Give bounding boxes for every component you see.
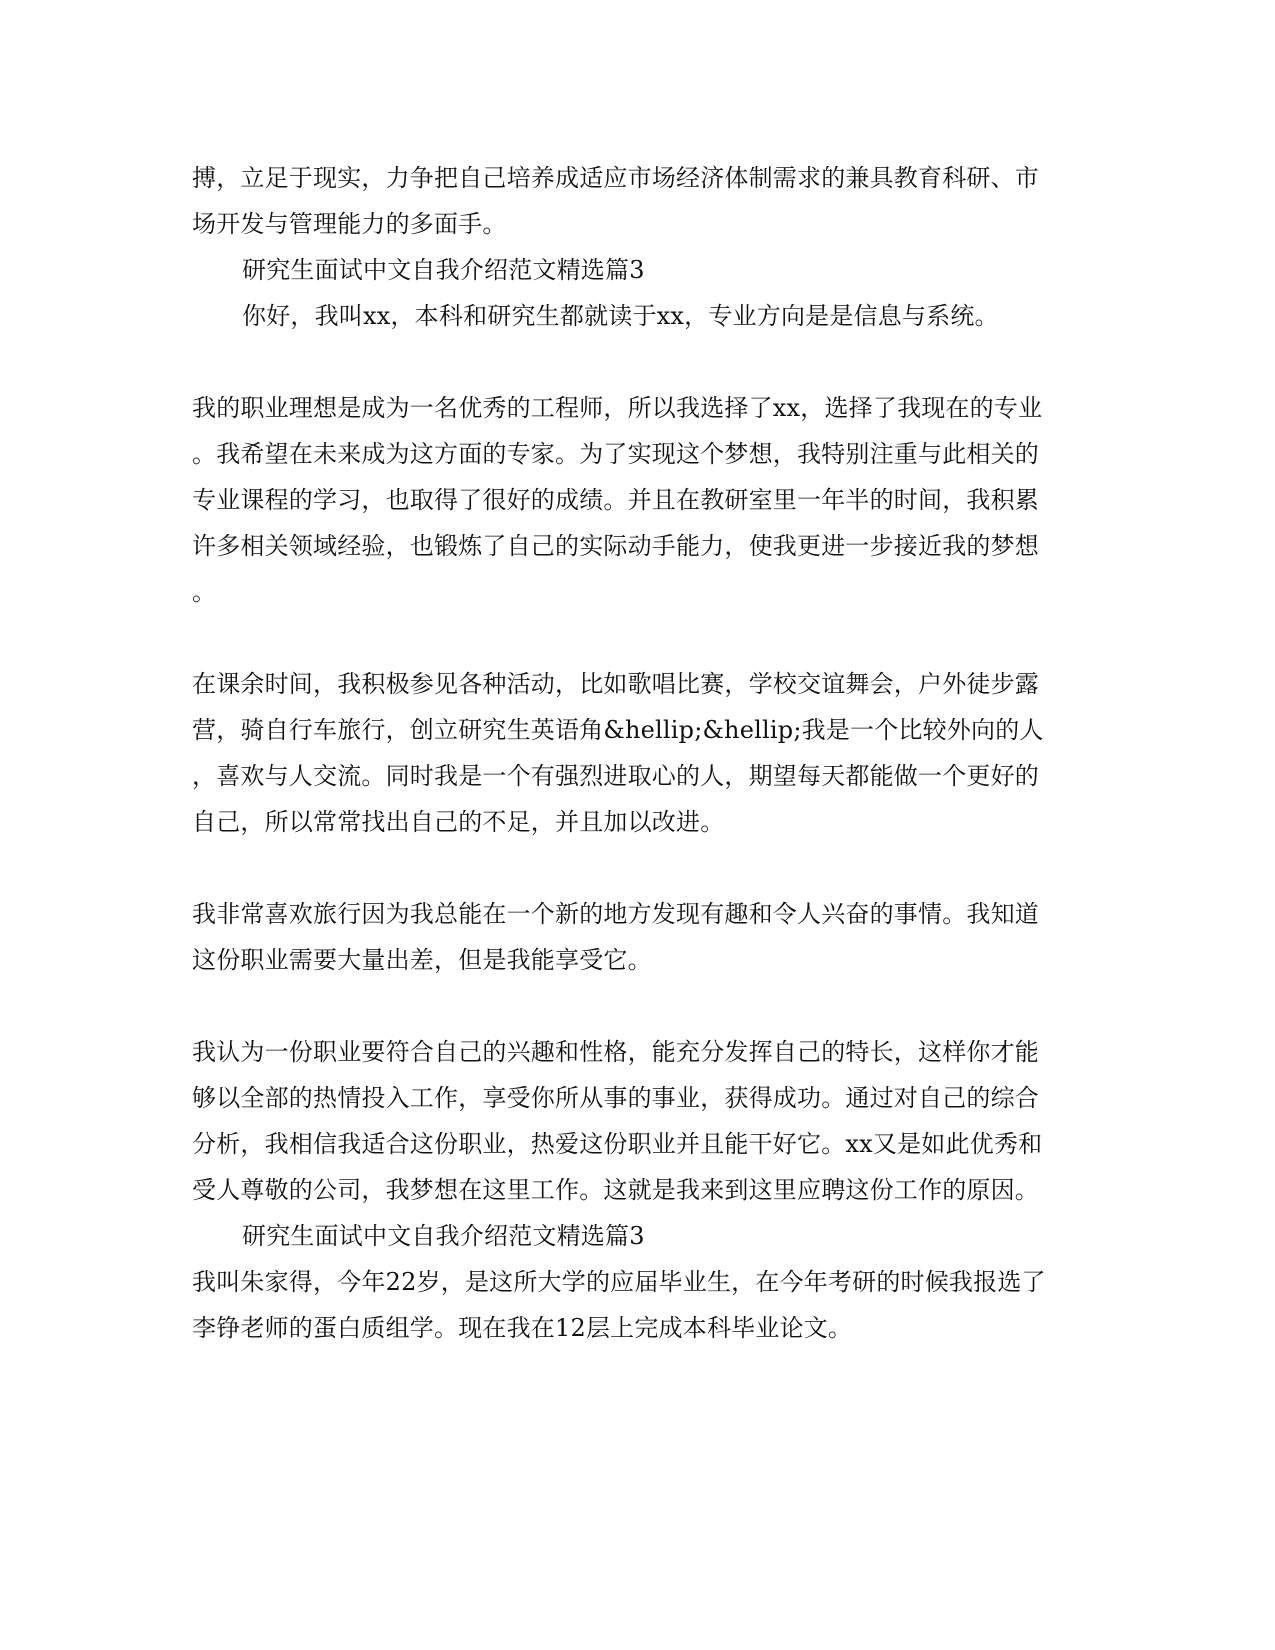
text-line: 我非常喜欢旅行因为我总能在一个新的地方发现有趣和令人兴奋的事情。我知道 [192,900,1039,928]
text-line: 你好，我叫xx，本科和研究生都就读于xx，专业方向是是信息与系统。 [242,302,999,330]
text-line: ，喜欢与人交流。同时我是一个有强烈进取心的人，期望每天都能做一个更好的 [192,762,1039,790]
text-line: 够以全部的热情投入工作，享受你所从事的事业，获得成功。通过对自己的综合 [192,1084,1039,1112]
text-line: 我的职业理想是成为一名优秀的工程师，所以我选择了xx，选择了我现在的专业 [192,394,1043,422]
text-line: 自己，所以常常找出自己的不足，并且加以改进。 [192,808,725,836]
text-line: 搏，立足于现实，力争把自己培养成适应市场经济体制需求的兼具教育科研、市 [192,164,1039,192]
text-line: 专业课程的学习，也取得了很好的成绩。并且在教研室里一年半的时间，我积累 [192,486,1039,514]
text-line: 许多相关领域经验，也锻炼了自己的实际动手能力，使我更进一步接近我的梦想 [192,532,1039,560]
text-line: 。 [192,578,217,606]
text-line: 这份职业需要大量出差，但是我能享受它。 [192,946,652,974]
text-line: 场开发与管理能力的多面手。 [192,210,507,238]
text-line: 在课余时间，我积极参见各种活动，比如歌唱比赛，学校交谊舞会，户外徒步露 [192,670,1039,698]
text-line: 受人尊敬的公司，我梦想在这里工作。这就是我来到这里应聘这份工作的原因。 [192,1176,1039,1204]
text-line: 我认为一份职业要符合自己的兴趣和性格，能充分发挥自己的特长，这样你才能 [192,1038,1039,1066]
text-line: 分析，我相信我适合这份职业，热爱这份职业并且能干好它。xx又是如此优秀和 [192,1130,1043,1158]
section-heading: 研究生面试中文自我介绍范文精选篇3 [242,1222,645,1250]
text-line: 营，骑自行车旅行，创立研究生英语角&hellip;&hellip;我是一个比较外向的人 [192,716,1044,744]
text-line: 。我希望在未来成为这方面的专家。为了实现这个梦想，我特别注重与此相关的 [192,440,1039,468]
text-line: 李铮老师的蛋白质组学。现在我在12层上完成本科毕业论文。 [192,1314,853,1342]
text-line: 我叫朱家得，今年22岁，是这所大学的应届毕业生，在今年考研的时候我报选了 [192,1268,1046,1296]
section-heading: 研究生面试中文自我介绍范文精选篇3 [242,256,645,284]
